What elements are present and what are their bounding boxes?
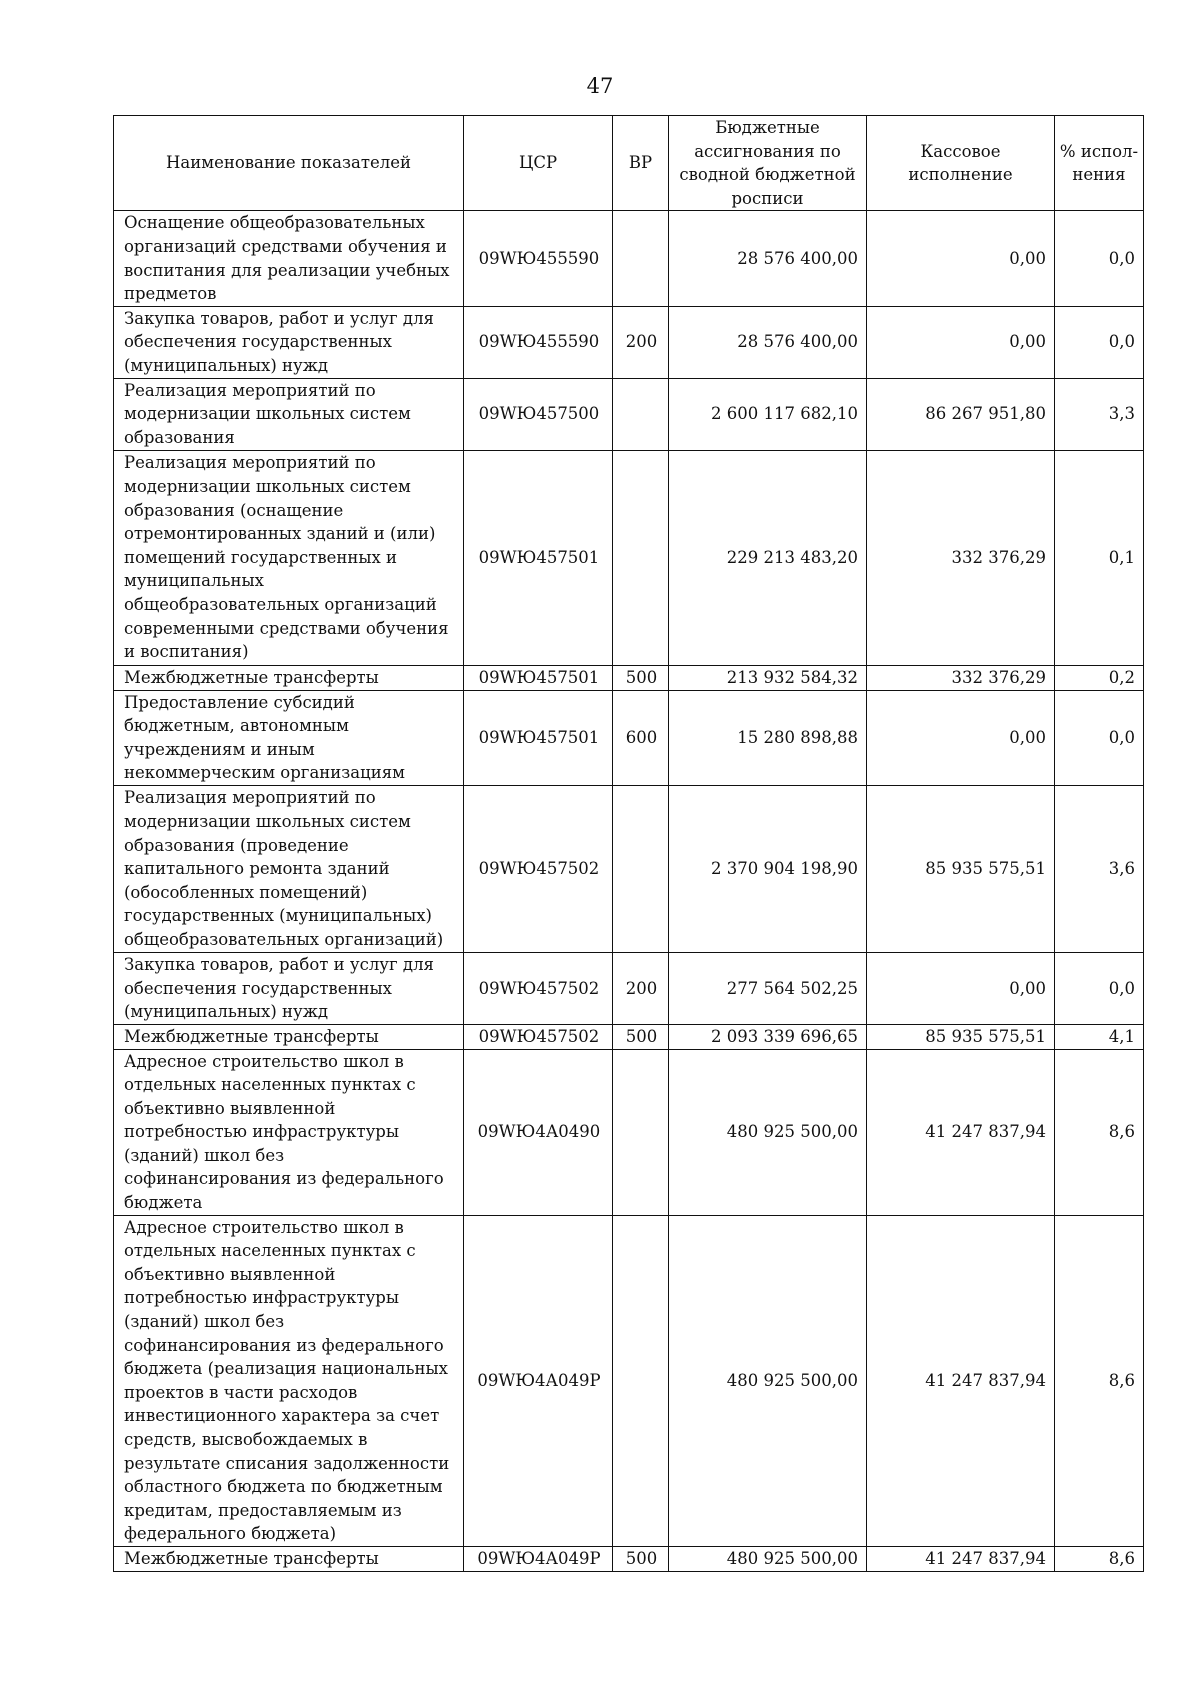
cell-executed: 0,00 <box>867 211 1055 306</box>
cell-csr: 09WЮ457501 <box>464 450 613 665</box>
cell-vr <box>613 450 669 665</box>
cell-vr: 200 <box>613 952 669 1024</box>
table-row <box>114 1215 1144 1546</box>
cell-name: Межбюджетные трансферты <box>114 1546 464 1571</box>
cell-vr <box>613 1049 669 1215</box>
cell-vr <box>613 211 669 306</box>
cell-assigned: 229 213 483,20 <box>669 450 867 665</box>
header-csr: ЦСР <box>464 116 613 211</box>
cell-executed: 0,00 <box>867 306 1055 378</box>
cell-vr: 500 <box>613 665 669 690</box>
cell-percent: 0,2 <box>1055 665 1144 690</box>
table-row <box>114 952 1144 1024</box>
table-row <box>114 378 1144 450</box>
cell-name: Оснащение общеобразовательных организаций средствами обучения и воспитания для реализации учебных предметов <box>114 211 464 306</box>
cell-percent: 3,6 <box>1055 785 1144 952</box>
cell-assigned: 277 564 502,25 <box>669 952 867 1024</box>
cell-percent: 8,6 <box>1055 1546 1144 1571</box>
table-row <box>114 785 1144 952</box>
cell-name: Реализация мероприятий по модернизации школьных систем образования <box>114 378 464 450</box>
table-row <box>114 1049 1144 1215</box>
cell-executed: 0,00 <box>867 690 1055 785</box>
budget-table <box>113 115 1144 1572</box>
cell-vr <box>613 378 669 450</box>
cell-assigned: 2 370 904 198,90 <box>669 785 867 952</box>
cell-assigned: 480 925 500,00 <box>669 1049 867 1215</box>
cell-name: Закупка товаров, работ и услуг для обеспечения государственных (муниципальных) нужд <box>114 306 464 378</box>
cell-csr: 09WЮ4А0490 <box>464 1049 613 1215</box>
cell-csr: 09WЮ457500 <box>464 378 613 450</box>
cell-name: Адресное строительство школ в отдельных населенных пунктах с объективно выявленной потребностью инфраструктуры (зданий) школ без софинансирования из федерального бюджета <box>114 1049 464 1215</box>
cell-executed: 332 376,29 <box>867 450 1055 665</box>
cell-percent: 8,6 <box>1055 1049 1144 1215</box>
cell-name: Реализация мероприятий по модернизации школьных систем образования (оснащение отремонтированных зданий и (или) помещений государственных и муниципальных общеобразовательных организаций современными средствами обучения и воспитания) <box>114 450 464 665</box>
cell-executed: 332 376,29 <box>867 665 1055 690</box>
cell-name: Адресное строительство школ в отдельных населенных пунктах с объективно выявленной потребностью инфраструктуры (зданий) школ без софинансирования из федерального бюджета (реализация национальных проектов в части расходов инвестиционного характера за счет средств, высвобождаемых в результате списания задолженности областного бюджета по бюджетным кредитам, предоставляемым из федерального бюджета) <box>114 1215 464 1546</box>
cell-executed: 41 247 837,94 <box>867 1049 1055 1215</box>
cell-vr <box>613 785 669 952</box>
cell-percent: 0,0 <box>1055 690 1144 785</box>
cell-assigned: 28 576 400,00 <box>669 306 867 378</box>
cell-executed: 41 247 837,94 <box>867 1215 1055 1546</box>
cell-vr <box>613 1215 669 1546</box>
cell-name: Реализация мероприятий по модернизации школьных систем образования (проведение капитального ремонта зданий (обособленных помещений) государственных (муниципальных) общеобразовательных организаций) <box>114 785 464 952</box>
cell-vr: 500 <box>613 1546 669 1571</box>
header-vr: ВР <box>613 116 669 211</box>
cell-percent: 4,1 <box>1055 1024 1144 1049</box>
cell-csr: 09WЮ457502 <box>464 952 613 1024</box>
cell-vr: 200 <box>613 306 669 378</box>
table-header-row <box>114 116 1144 211</box>
cell-csr: 09WЮ4А049Р <box>464 1215 613 1546</box>
cell-name: Межбюджетные трансферты <box>114 1024 464 1049</box>
cell-executed: 85 935 575,51 <box>867 785 1055 952</box>
header-name: Наименование показателей <box>114 116 464 211</box>
cell-name: Межбюджетные трансферты <box>114 665 464 690</box>
cell-percent: 0,0 <box>1055 952 1144 1024</box>
cell-assigned: 480 925 500,00 <box>669 1546 867 1571</box>
table-row <box>114 1024 1144 1049</box>
cell-name: Предоставление субсидий бюджетным, автономным учреждениям и иным некоммерческим организациям <box>114 690 464 785</box>
table-row <box>114 211 1144 306</box>
cell-csr: 09WЮ455590 <box>464 306 613 378</box>
cell-percent: 0,0 <box>1055 211 1144 306</box>
cell-executed: 0,00 <box>867 952 1055 1024</box>
table-row <box>114 306 1144 378</box>
cell-assigned: 28 576 400,00 <box>669 211 867 306</box>
page-number: 47 <box>586 74 614 98</box>
cell-csr: 09WЮ457502 <box>464 785 613 952</box>
cell-executed: 41 247 837,94 <box>867 1546 1055 1571</box>
header-assigned: Бюджетные ассигнования по сводной бюджетной росписи <box>669 116 867 211</box>
cell-csr: 09WЮ457501 <box>464 690 613 785</box>
cell-vr: 600 <box>613 690 669 785</box>
table-row <box>114 690 1144 785</box>
header-executed: Кассовое исполнение <box>867 116 1055 211</box>
cell-percent: 8,6 <box>1055 1215 1144 1546</box>
cell-percent: 3,3 <box>1055 378 1144 450</box>
cell-assigned: 15 280 898,88 <box>669 690 867 785</box>
cell-csr: 09WЮ457502 <box>464 1024 613 1049</box>
cell-percent: 0,1 <box>1055 450 1144 665</box>
cell-vr: 500 <box>613 1024 669 1049</box>
cell-name: Закупка товаров, работ и услуг для обеспечения государственных (муниципальных) нужд <box>114 952 464 1024</box>
cell-percent: 0,0 <box>1055 306 1144 378</box>
table-row <box>114 1546 1144 1571</box>
cell-assigned: 2 600 117 682,10 <box>669 378 867 450</box>
table-row <box>114 665 1144 690</box>
cell-csr: 09WЮ455590 <box>464 211 613 306</box>
header-percent: % испол-нения <box>1055 116 1144 211</box>
cell-assigned: 480 925 500,00 <box>669 1215 867 1546</box>
cell-executed: 86 267 951,80 <box>867 378 1055 450</box>
table-row <box>114 450 1144 665</box>
cell-csr: 09WЮ457501 <box>464 665 613 690</box>
cell-assigned: 213 932 584,32 <box>669 665 867 690</box>
cell-executed: 85 935 575,51 <box>867 1024 1055 1049</box>
cell-assigned: 2 093 339 696,65 <box>669 1024 867 1049</box>
cell-csr: 09WЮ4А049Р <box>464 1546 613 1571</box>
